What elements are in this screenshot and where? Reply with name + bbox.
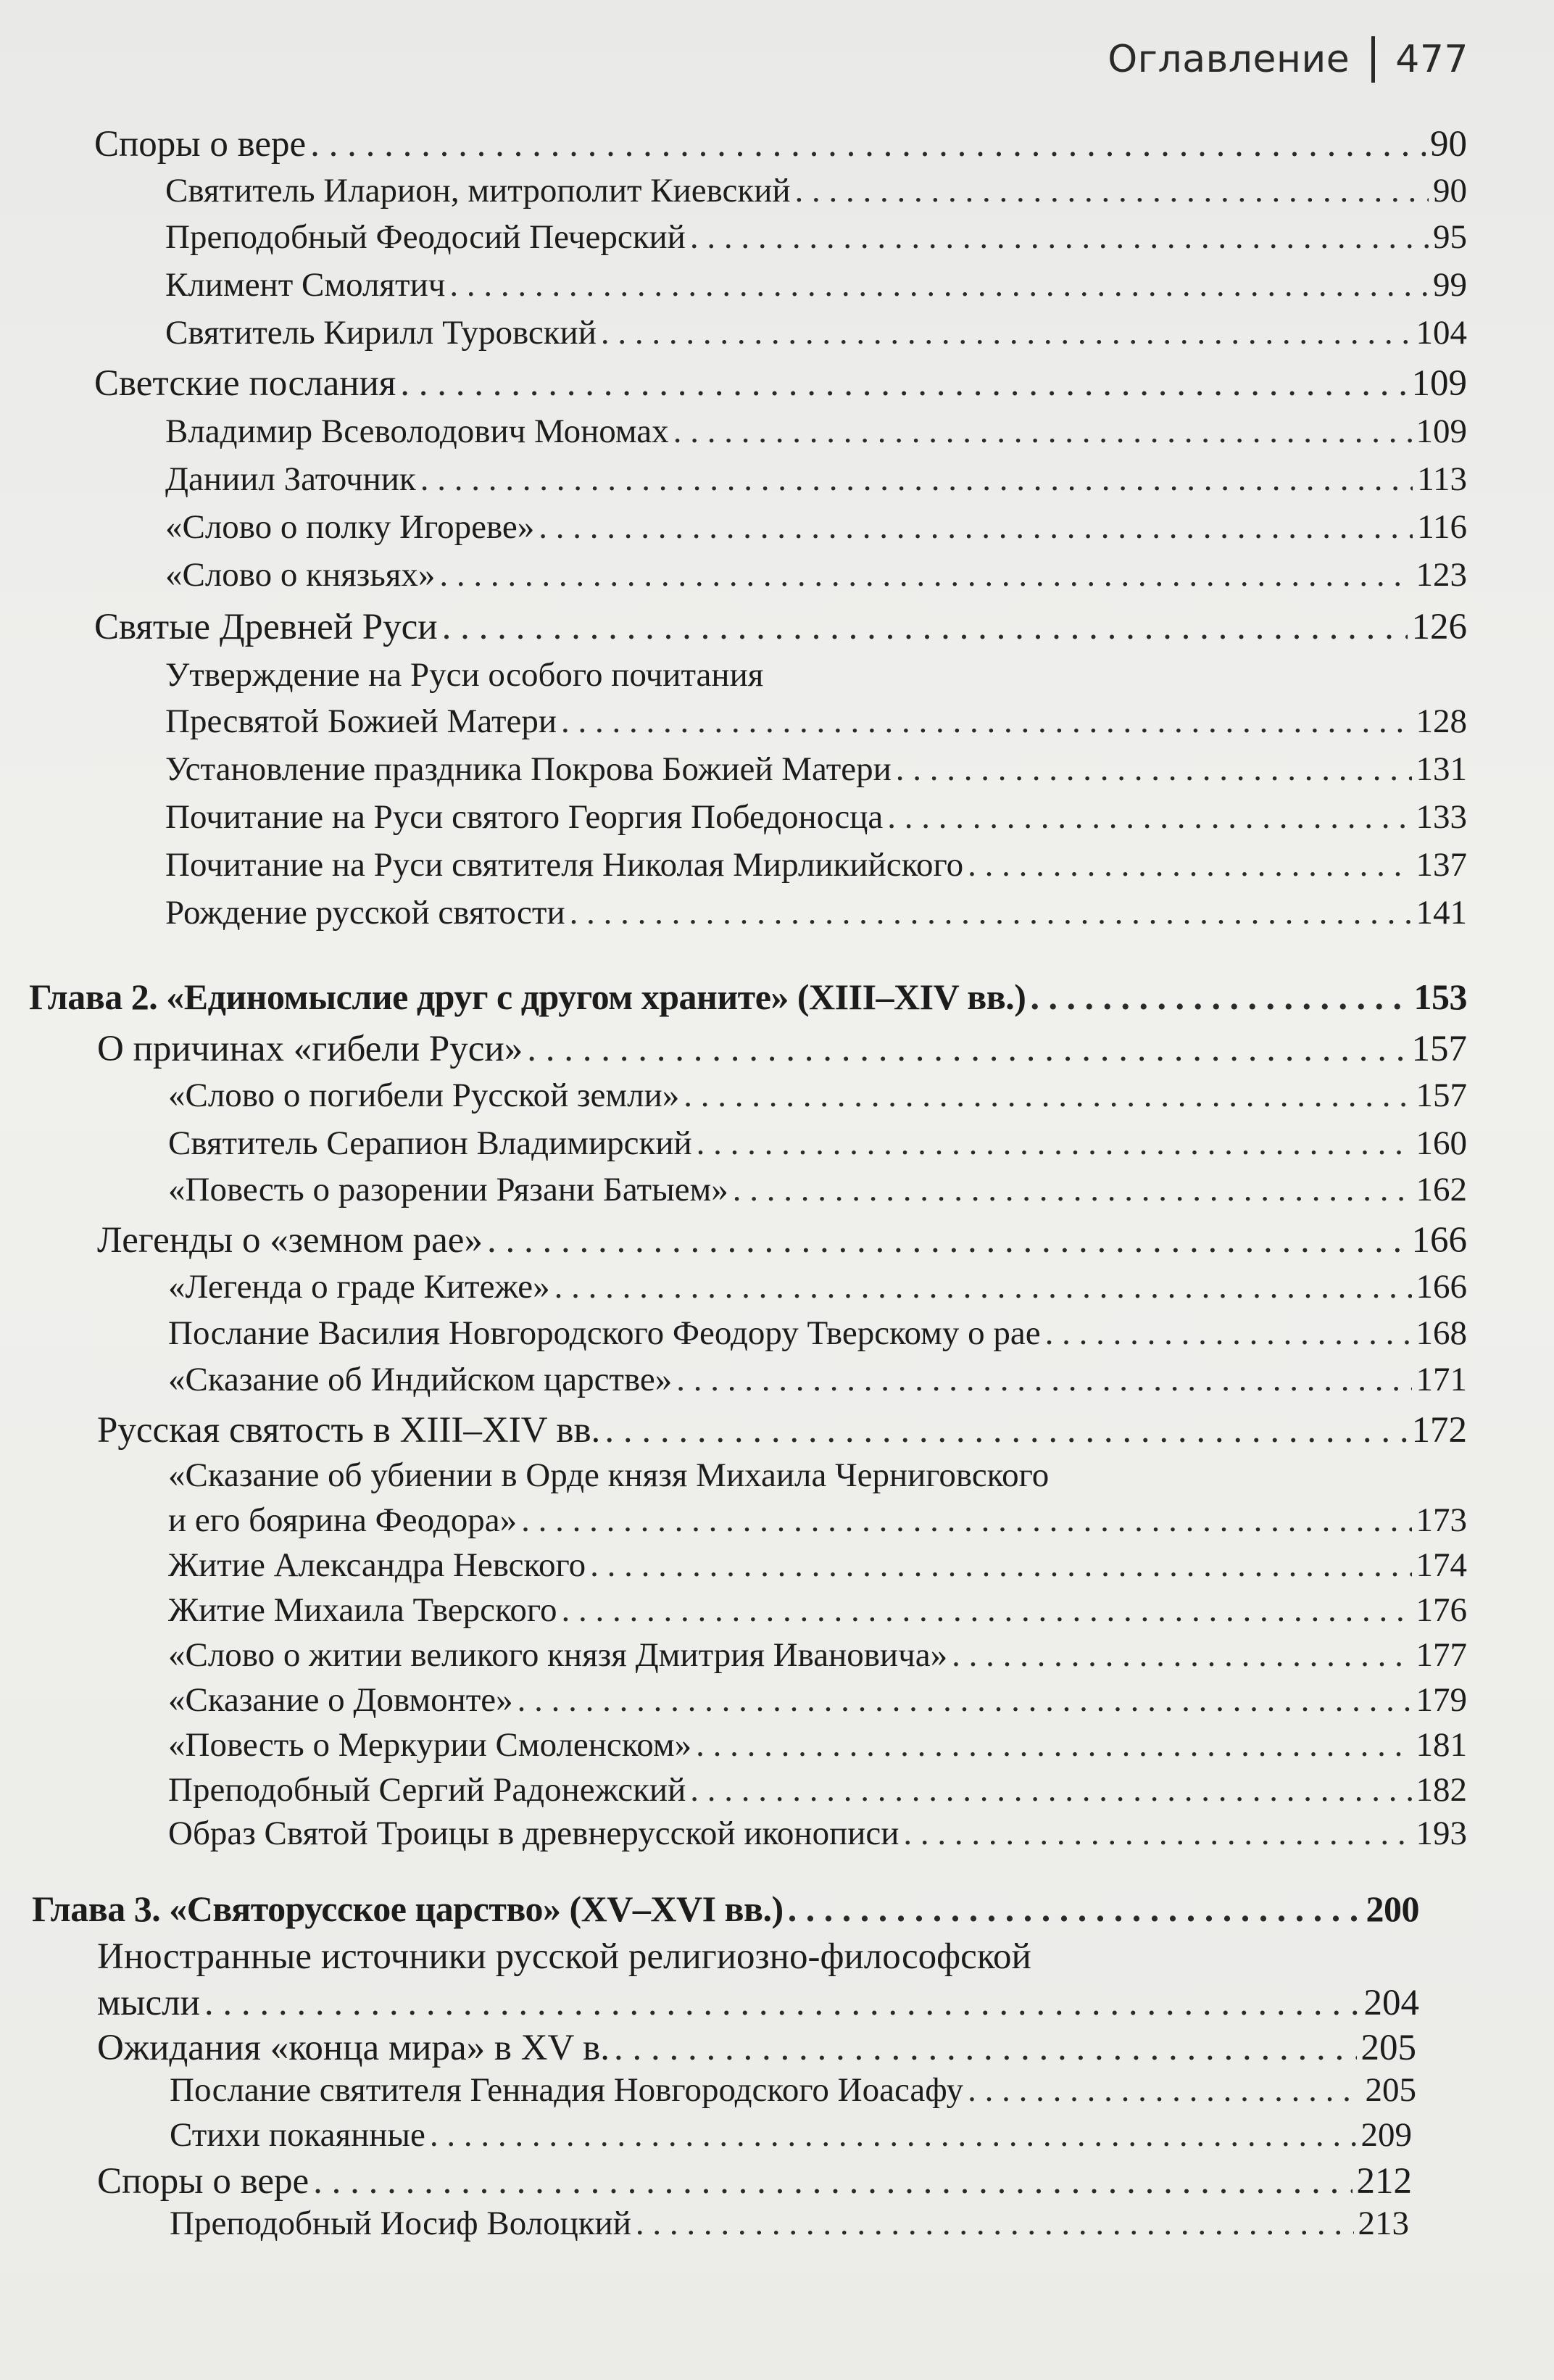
toc-chapter: Глава 2. «Единомыслие друг с другом храните» (XIII–XIV вв.) . . . 153	[29, 976, 1467, 1018]
toc-entry: Почитание на Руси святителя Николая Мирликийского . . . 137	[165, 845, 1467, 884]
toc-entry: Послание Василия Новгородского Феодору Тверскому о рае . . . 168	[168, 1314, 1467, 1353]
toc-entry: «Сказание о Довмонте» . . . 179	[168, 1680, 1467, 1720]
toc-entry: Рождение русской святости . . . 141	[165, 893, 1467, 932]
toc-entry: Святитель Иларион, митрополит Киевский . . . 90	[165, 171, 1467, 210]
toc-entry: Споры о вере . . . 212	[97, 2160, 1412, 2202]
toc-entry-line: Иностранные источники русской религиозно-философской	[97, 1936, 1031, 1977]
toc-entry-line: Утверждение на Руси особого почитания	[165, 656, 764, 694]
toc-entry: «Слово о князьях» . . . 123	[165, 555, 1467, 594]
toc-entry: Послание святителя Геннадия Новгородского Иоасафу . . . 205	[170, 2070, 1416, 2110]
toc-entry: Святитель Серапион Владимирский . . . 160	[168, 1124, 1467, 1163]
running-header	[1108, 36, 1468, 83]
toc-entry: «Легенда о граде Китеже» . . . 166	[168, 1267, 1467, 1306]
toc-entry: Житие Михаила Тверского . . . 176	[168, 1591, 1467, 1630]
toc-entry: мысли . . . 204	[97, 1982, 1419, 2024]
toc-entry: Ожидания «конца мира» в XV в. . . . 205	[97, 2027, 1416, 2069]
toc-entry: «Слово о погибели Русской земли» . . . 157	[168, 1076, 1467, 1115]
toc-entry: Святитель Кирилл Туровский . . . 104	[165, 313, 1467, 352]
page-number: 477	[1395, 38, 1468, 81]
toc-entry: Климент Смолятич . . . 99	[165, 265, 1467, 304]
toc-entry: О причинах «гибели Руси» . . . 157	[97, 1028, 1467, 1070]
toc-entry: Владимир Всеволодович Мономах . . . 109	[165, 412, 1467, 451]
toc-entry: «Повесть о разорении Рязани Батыем» . . . 162	[168, 1170, 1467, 1209]
toc-entry: «Повесть о Меркурии Смоленском» . . . 181	[168, 1725, 1467, 1765]
toc-entry: Житие Александра Невского . . . 174	[168, 1546, 1467, 1585]
toc-chapter: Глава 3. «Святорусское царство» (XV–XVI вв.) . . . 200	[32, 1888, 1419, 1930]
toc-entry: Установление праздника Покрова Божией Матери . . . 131	[165, 750, 1467, 789]
toc-entry: Преподобный Сергий Радонежский . . . 182	[168, 1770, 1467, 1809]
toc-entry: «Сказание об Индийском царстве» . . . 171	[168, 1360, 1467, 1399]
toc-entry: и его боярина Феодора» . . . 173	[168, 1501, 1467, 1540]
toc-entry: Стихи покаянные . . . 209	[170, 2115, 1412, 2155]
toc-entry: Русская святость в XIII–XIV вв. . . . 172	[97, 1409, 1467, 1451]
toc-entry-line: «Сказание об убиении в Орде князя Михаила Черниговского	[168, 1456, 1050, 1494]
toc-entry: Пресвятой Божией Матери . . . 128	[165, 702, 1467, 741]
toc-entry: Светские послания . . . 109	[94, 362, 1467, 405]
section-title: Оглавление	[1108, 38, 1350, 81]
header-separator	[1371, 36, 1375, 83]
toc-entry: Почитание на Руси святого Георгия Победоносца . . . 133	[165, 797, 1467, 837]
toc-entry: Образ Святой Троицы в древнерусской иконописи . . . 193	[168, 1814, 1467, 1853]
toc-entry: Преподобный Феодосий Печерский . . . 95	[165, 217, 1467, 257]
toc-entry: Споры о вере . . . 90	[94, 123, 1467, 165]
toc-entry: Святые Древней Руси . . . 126	[94, 606, 1467, 648]
toc-entry: «Слово о полку Игореве» . . . 116	[165, 507, 1467, 547]
toc-entry: Преподобный Иосиф Волоцкий . . . 213	[170, 2204, 1409, 2243]
toc-entry: «Слово о житии великого князя Дмитрия Ивановича» . . . 177	[168, 1635, 1467, 1675]
toc-entry: Легенды о «земном рае» . . . 166	[97, 1219, 1467, 1261]
toc-entry: Даниил Заточник . . . 113	[165, 460, 1467, 499]
